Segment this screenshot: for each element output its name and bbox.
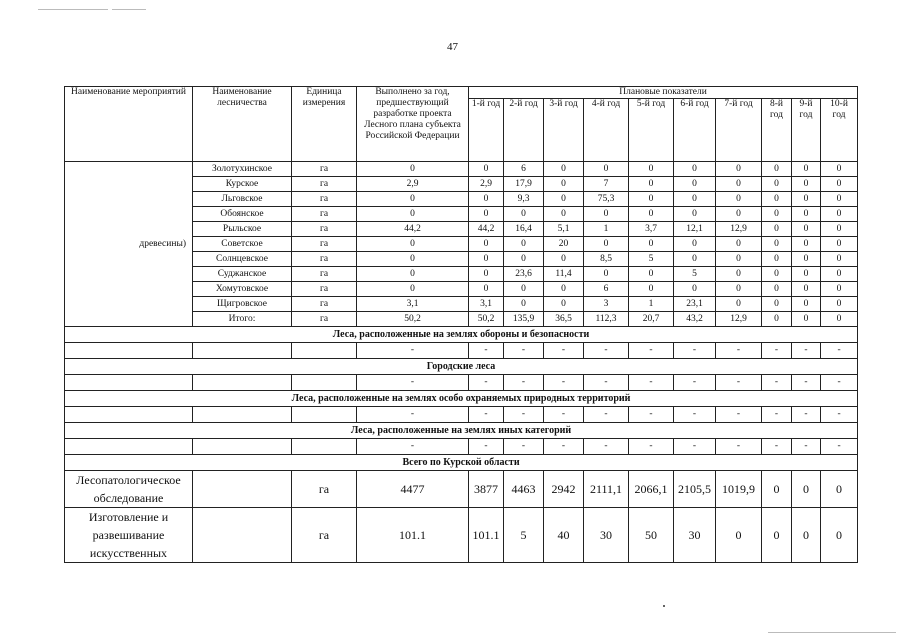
forestry-cell <box>193 343 292 359</box>
year-value-cell: 0 <box>544 162 584 177</box>
section-title: Леса, расположенные на землях иных категорий <box>65 423 858 439</box>
year-value-cell: - <box>674 439 716 455</box>
year-value-cell: 0 <box>792 508 821 563</box>
year-value-cell: 0 <box>792 471 821 508</box>
year-value-cell: 0 <box>762 297 792 312</box>
year-value-cell: 0 <box>792 267 821 282</box>
table-row <box>65 508 858 563</box>
year-value-cell: - <box>584 343 629 359</box>
year-value-cell: - <box>504 375 544 391</box>
year-value-cell: 0 <box>762 471 792 508</box>
unit-cell: га <box>292 267 357 282</box>
year-value-cell: - <box>792 375 821 391</box>
done-cell: 2,9 <box>357 177 469 192</box>
year-value-cell: 0 <box>792 207 821 222</box>
year-value-cell: 0 <box>544 192 584 207</box>
year-value-cell: - <box>716 439 762 455</box>
year-value-cell: 5 <box>674 267 716 282</box>
year-value-cell: 5,1 <box>544 222 584 237</box>
year-value-cell: - <box>762 407 792 423</box>
year-value-cell: 0 <box>674 282 716 297</box>
year-value-cell: - <box>792 439 821 455</box>
forestry-cell <box>193 439 292 455</box>
done-cell: - <box>357 439 469 455</box>
section-row <box>65 327 858 343</box>
forestry-cell: Золотухинское <box>193 162 292 177</box>
header-planned: Плановые показатели <box>469 87 858 99</box>
year-value-cell: - <box>544 439 584 455</box>
year-value-cell: 0 <box>629 177 674 192</box>
done-cell: 0 <box>357 237 469 252</box>
year-value-cell: - <box>544 343 584 359</box>
done-cell: 0 <box>357 207 469 222</box>
year-value-cell: 0 <box>762 192 792 207</box>
year-value-cell: 0 <box>792 192 821 207</box>
year-value-cell: 0 <box>629 162 674 177</box>
year-value-cell: 0 <box>821 237 858 252</box>
year-value-cell: 2111,1 <box>584 471 629 508</box>
unit-cell <box>292 407 357 423</box>
done-cell: 0 <box>357 252 469 267</box>
header-year: 8-й год <box>762 99 792 162</box>
done-cell: - <box>357 343 469 359</box>
year-value-cell: 0 <box>821 192 858 207</box>
year-value-cell: - <box>469 343 504 359</box>
year-value-cell: - <box>716 407 762 423</box>
measure-cell <box>65 439 193 455</box>
year-value-cell: 0 <box>762 207 792 222</box>
done-cell: - <box>357 407 469 423</box>
measure-cell: Изготовление и развешивание искусственных <box>65 508 193 563</box>
year-value-cell: 0 <box>716 267 762 282</box>
year-value-cell: 7 <box>584 177 629 192</box>
section-row <box>65 455 858 471</box>
unit-cell: га <box>292 471 357 508</box>
scan-artifact <box>663 605 665 607</box>
year-value-cell: 3 <box>584 297 629 312</box>
year-value-cell: - <box>629 375 674 391</box>
year-value-cell: - <box>504 439 544 455</box>
plan-table <box>64 86 858 563</box>
year-value-cell: - <box>469 407 504 423</box>
year-value-cell: 0 <box>504 237 544 252</box>
year-value-cell: 0 <box>674 192 716 207</box>
year-value-cell: 2105,5 <box>674 471 716 508</box>
header-measure: Наименование мероприятий <box>65 87 193 162</box>
year-value-cell: 0 <box>504 252 544 267</box>
year-value-cell: - <box>674 375 716 391</box>
year-value-cell: 9,3 <box>504 192 544 207</box>
year-value-cell: 0 <box>584 162 629 177</box>
header-year: 5-й год <box>629 99 674 162</box>
year-value-cell: 0 <box>821 267 858 282</box>
year-value-cell: 23,6 <box>504 267 544 282</box>
header-year: 3-й год <box>544 99 584 162</box>
table-row <box>65 439 858 455</box>
header-unit: Единица измерения <box>292 87 357 162</box>
year-value-cell: - <box>544 375 584 391</box>
forestry-cell: Обоянское <box>193 207 292 222</box>
year-value-cell: 0 <box>716 177 762 192</box>
year-value-cell: 30 <box>674 508 716 563</box>
section-title: Леса, расположенные на землях особо охраняемых природных территорий <box>65 391 858 407</box>
year-value-cell: 0 <box>821 471 858 508</box>
year-value-cell: 0 <box>716 252 762 267</box>
year-value-cell: 0 <box>762 177 792 192</box>
unit-cell: га <box>292 282 357 297</box>
year-value-cell: 0 <box>821 282 858 297</box>
forestry-cell: Рыльское <box>193 222 292 237</box>
unit-cell <box>292 439 357 455</box>
year-value-cell: 50,2 <box>469 312 504 327</box>
year-value-cell: 0 <box>762 282 792 297</box>
done-cell: 44,2 <box>357 222 469 237</box>
year-value-cell: 0 <box>469 282 504 297</box>
year-value-cell: 0 <box>792 252 821 267</box>
year-value-cell: 12,1 <box>674 222 716 237</box>
year-value-cell: 0 <box>469 237 504 252</box>
forestry-cell: Суджанское <box>193 267 292 282</box>
year-value-cell: 0 <box>821 162 858 177</box>
year-value-cell: 6 <box>504 162 544 177</box>
year-value-cell: - <box>504 407 544 423</box>
year-value-cell: 0 <box>469 207 504 222</box>
year-value-cell: 0 <box>821 177 858 192</box>
year-value-cell: 0 <box>504 282 544 297</box>
year-value-cell: 0 <box>792 177 821 192</box>
year-value-cell: 0 <box>469 192 504 207</box>
table-row <box>65 162 858 177</box>
year-value-cell: 0 <box>821 297 858 312</box>
year-value-cell: 101.1 <box>469 508 504 563</box>
unit-cell: га <box>292 207 357 222</box>
year-value-cell: 0 <box>762 222 792 237</box>
year-value-cell: 12,9 <box>716 222 762 237</box>
year-value-cell: 3,7 <box>629 222 674 237</box>
year-value-cell: 0 <box>792 222 821 237</box>
year-value-cell: 0 <box>716 297 762 312</box>
year-value-cell: 0 <box>544 297 584 312</box>
unit-cell: га <box>292 252 357 267</box>
year-value-cell: - <box>821 375 858 391</box>
year-value-cell: 0 <box>674 237 716 252</box>
header-year: 4-й год <box>584 99 629 162</box>
year-value-cell: 43,2 <box>674 312 716 327</box>
year-value-cell: 0 <box>469 162 504 177</box>
section-title: Леса, расположенные на землях обороны и безопасности <box>65 327 858 343</box>
forestry-cell <box>193 407 292 423</box>
year-value-cell: - <box>504 343 544 359</box>
year-value-cell: 0 <box>716 207 762 222</box>
year-value-cell: 0 <box>762 508 792 563</box>
year-value-cell: 0 <box>821 312 858 327</box>
year-value-cell: 1019,9 <box>716 471 762 508</box>
year-value-cell: 8,5 <box>584 252 629 267</box>
year-value-cell: 0 <box>629 282 674 297</box>
year-value-cell: 0 <box>762 312 792 327</box>
forestry-cell: Щигровское <box>193 297 292 312</box>
year-value-cell: - <box>629 407 674 423</box>
year-value-cell: 1 <box>629 297 674 312</box>
unit-cell: га <box>292 508 357 563</box>
forestry-cell <box>193 508 292 563</box>
year-value-cell: 0 <box>716 508 762 563</box>
year-value-cell: 3,1 <box>469 297 504 312</box>
year-value-cell: 0 <box>821 252 858 267</box>
year-value-cell: - <box>674 343 716 359</box>
header-year: 9-й год <box>792 99 821 162</box>
year-value-cell: 0 <box>544 282 584 297</box>
year-value-cell: - <box>469 439 504 455</box>
year-value-cell: 0 <box>629 237 674 252</box>
done-cell: 0 <box>357 282 469 297</box>
year-value-cell: 0 <box>716 282 762 297</box>
year-value-cell: 135,9 <box>504 312 544 327</box>
year-value-cell: 0 <box>821 508 858 563</box>
year-value-cell: 0 <box>544 252 584 267</box>
year-value-cell: - <box>584 375 629 391</box>
year-value-cell: 23,1 <box>674 297 716 312</box>
done-cell: - <box>357 375 469 391</box>
done-cell: 50,2 <box>357 312 469 327</box>
unit-cell: га <box>292 192 357 207</box>
year-value-cell: 0 <box>629 207 674 222</box>
unit-cell: га <box>292 312 357 327</box>
table-row <box>65 407 858 423</box>
header-row <box>65 87 858 99</box>
unit-cell <box>292 343 357 359</box>
forestry-cell: Льговское <box>193 192 292 207</box>
year-value-cell: - <box>716 375 762 391</box>
section-title: Всего по Курской области <box>65 455 858 471</box>
forestry-cell: Итого: <box>193 312 292 327</box>
year-value-cell: 50 <box>629 508 674 563</box>
year-value-cell: 0 <box>629 267 674 282</box>
year-value-cell: 3877 <box>469 471 504 508</box>
year-value-cell: 0 <box>629 192 674 207</box>
header-year: 2-й год <box>504 99 544 162</box>
year-value-cell: 0 <box>469 252 504 267</box>
year-value-cell: 0 <box>674 207 716 222</box>
header-year: 6-й год <box>674 99 716 162</box>
year-value-cell: - <box>469 375 504 391</box>
year-value-cell: 30 <box>584 508 629 563</box>
header-done: Выполнено за год, предшествующий разработке проекта Лесного плана субъекта Российской Федерации <box>357 87 469 162</box>
page-number: 47 <box>447 41 458 53</box>
year-value-cell: 0 <box>762 162 792 177</box>
section-row <box>65 391 858 407</box>
year-value-cell: 5 <box>629 252 674 267</box>
done-cell: 101.1 <box>357 508 469 563</box>
unit-cell: га <box>292 297 357 312</box>
done-cell: 0 <box>357 162 469 177</box>
header-year: 1-й год <box>469 99 504 162</box>
year-value-cell: 17,9 <box>504 177 544 192</box>
year-value-cell: 0 <box>674 162 716 177</box>
year-value-cell: - <box>584 407 629 423</box>
year-value-cell: 36,5 <box>544 312 584 327</box>
year-value-cell: - <box>821 343 858 359</box>
year-value-cell: 0 <box>504 207 544 222</box>
section-title: Городские леса <box>65 359 858 375</box>
year-value-cell: 2942 <box>544 471 584 508</box>
year-value-cell: 0 <box>584 237 629 252</box>
forestry-cell <box>193 471 292 508</box>
done-cell: 4477 <box>357 471 469 508</box>
year-value-cell: 0 <box>792 312 821 327</box>
unit-cell <box>292 375 357 391</box>
year-value-cell: 0 <box>716 192 762 207</box>
year-value-cell: 20 <box>544 237 584 252</box>
scan-artifact <box>768 632 896 633</box>
year-value-cell: 0 <box>762 252 792 267</box>
done-cell: 0 <box>357 192 469 207</box>
year-value-cell: 0 <box>762 237 792 252</box>
year-value-cell: 6 <box>584 282 629 297</box>
unit-cell: га <box>292 237 357 252</box>
year-value-cell: - <box>629 439 674 455</box>
year-value-cell: 16,4 <box>504 222 544 237</box>
year-value-cell: 0 <box>716 162 762 177</box>
year-value-cell: - <box>584 439 629 455</box>
table-row <box>65 375 858 391</box>
year-value-cell: 2,9 <box>469 177 504 192</box>
year-value-cell: 0 <box>584 267 629 282</box>
measure-cell <box>65 375 193 391</box>
section-row <box>65 359 858 375</box>
forestry-cell: Солнцевское <box>193 252 292 267</box>
unit-cell: га <box>292 177 357 192</box>
year-value-cell: - <box>821 407 858 423</box>
year-value-cell: 11,4 <box>544 267 584 282</box>
scan-artifact <box>38 9 108 10</box>
year-value-cell: 1 <box>584 222 629 237</box>
year-value-cell: - <box>762 439 792 455</box>
year-value-cell: 0 <box>792 237 821 252</box>
year-value-cell: 0 <box>584 207 629 222</box>
year-value-cell: 0 <box>821 207 858 222</box>
unit-cell: га <box>292 162 357 177</box>
table-row <box>65 343 858 359</box>
year-value-cell: - <box>762 343 792 359</box>
year-value-cell: 2066,1 <box>629 471 674 508</box>
year-value-cell: 0 <box>792 282 821 297</box>
done-cell: 3,1 <box>357 297 469 312</box>
forestry-cell: Советское <box>193 237 292 252</box>
year-value-cell: 0 <box>792 297 821 312</box>
year-value-cell: 0 <box>821 222 858 237</box>
year-value-cell: 4463 <box>504 471 544 508</box>
year-value-cell: - <box>792 407 821 423</box>
year-value-cell: 0 <box>544 207 584 222</box>
year-value-cell: 0 <box>674 252 716 267</box>
forestry-cell: Хомутовское <box>193 282 292 297</box>
section-row <box>65 423 858 439</box>
table-row <box>65 471 858 508</box>
year-value-cell: 20,7 <box>629 312 674 327</box>
year-value-cell: 0 <box>504 297 544 312</box>
measure-cell <box>65 343 193 359</box>
year-value-cell: 0 <box>544 177 584 192</box>
header-year: 7-й год <box>716 99 762 162</box>
unit-cell: га <box>292 222 357 237</box>
forestry-cell <box>193 375 292 391</box>
year-value-cell: 0 <box>469 267 504 282</box>
forestry-cell: Курское <box>193 177 292 192</box>
year-value-cell: - <box>762 375 792 391</box>
measure-cell <box>65 407 193 423</box>
year-value-cell: - <box>821 439 858 455</box>
year-value-cell: - <box>544 407 584 423</box>
year-value-cell: - <box>629 343 674 359</box>
year-value-cell: 0 <box>674 177 716 192</box>
header-forestry: Наименование лесничества <box>193 87 292 162</box>
year-value-cell: 0 <box>716 237 762 252</box>
year-value-cell: 112,3 <box>584 312 629 327</box>
group-label: древесины) <box>65 162 193 327</box>
year-value-cell: 0 <box>762 267 792 282</box>
year-value-cell: 40 <box>544 508 584 563</box>
year-value-cell: - <box>716 343 762 359</box>
year-value-cell: 12,9 <box>716 312 762 327</box>
year-value-cell: 75,3 <box>584 192 629 207</box>
year-value-cell: 5 <box>504 508 544 563</box>
year-value-cell: - <box>674 407 716 423</box>
measure-cell: Лесопатологическое обследование <box>65 471 193 508</box>
year-value-cell: 44,2 <box>469 222 504 237</box>
scan-artifact <box>112 9 146 10</box>
year-value-cell: 0 <box>792 162 821 177</box>
year-value-cell: - <box>792 343 821 359</box>
header-year: 10-й год <box>821 99 858 162</box>
done-cell: 0 <box>357 267 469 282</box>
